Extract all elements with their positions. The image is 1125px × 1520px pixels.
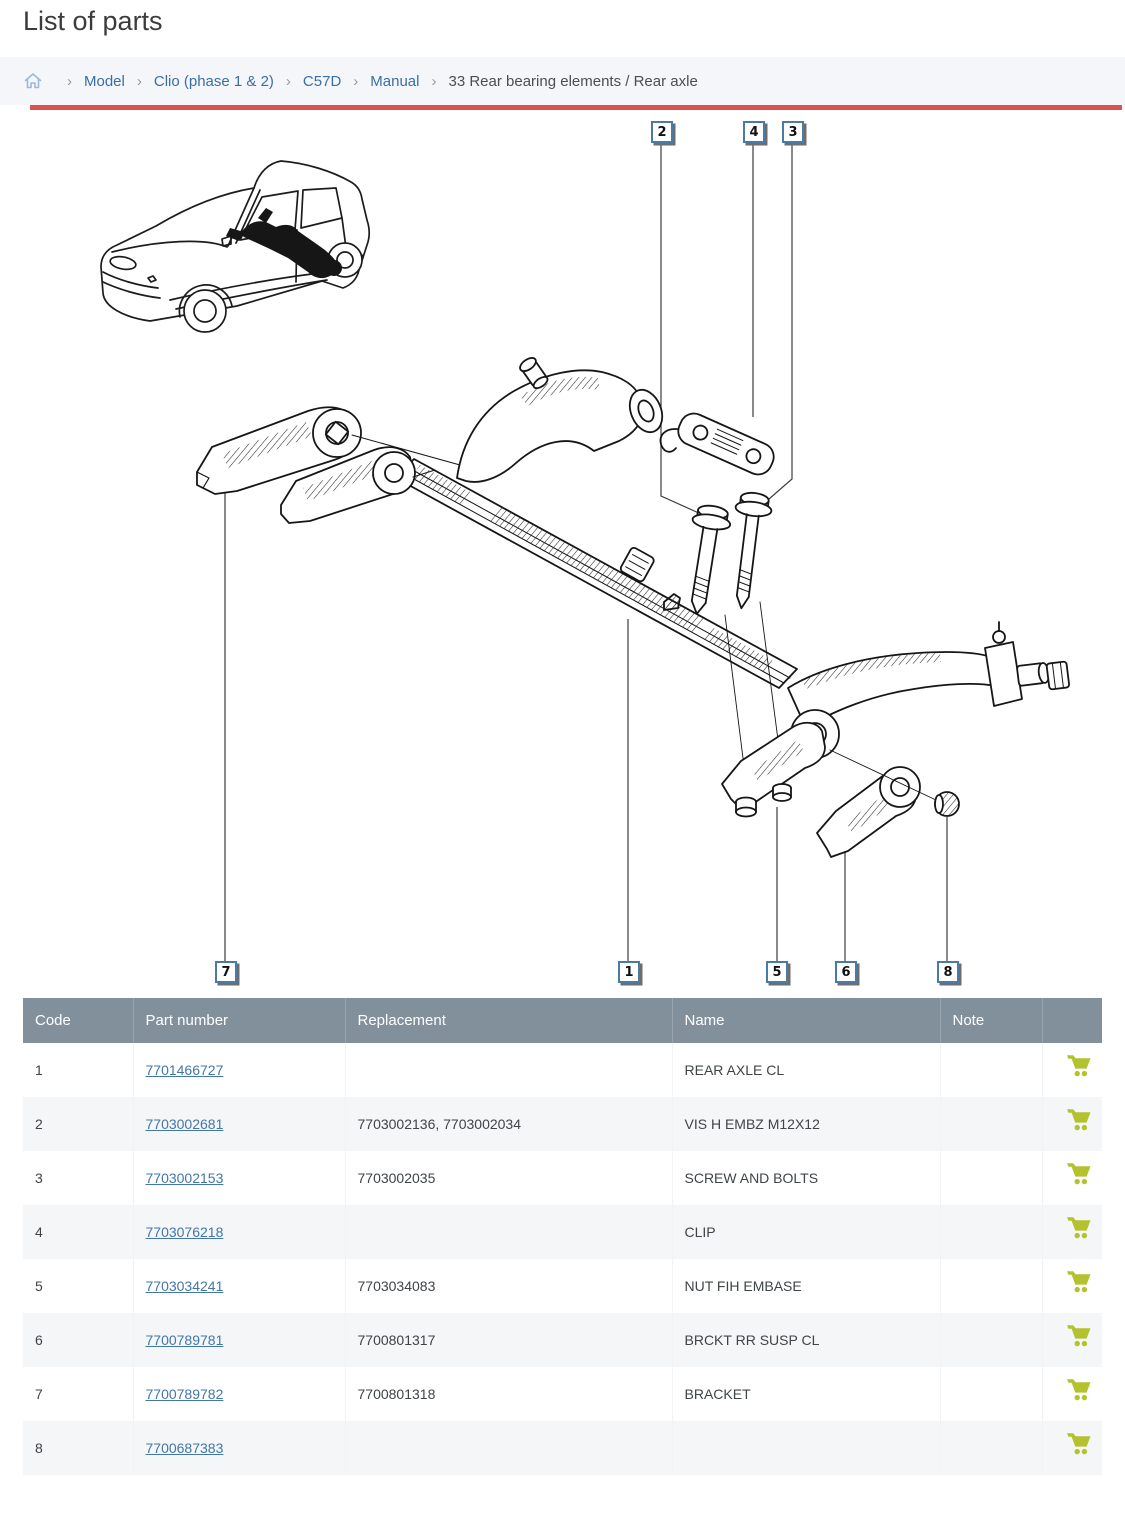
add-to-cart-button[interactable] bbox=[1063, 1051, 1094, 1080]
cell-code: 2 bbox=[23, 1097, 133, 1151]
breadcrumb-separator: › bbox=[285, 72, 291, 90]
cell-replacement: 7703002035 bbox=[345, 1151, 672, 1205]
part-number-link[interactable]: 7703076218 bbox=[145, 1224, 224, 1240]
cart-cell bbox=[1042, 1097, 1102, 1151]
cell-note bbox=[940, 1097, 1042, 1151]
cell-name: VIS H EMBZ M12X12 bbox=[672, 1097, 940, 1151]
callout-8[interactable]: 8 bbox=[937, 961, 959, 983]
cart-cell bbox=[1042, 1367, 1102, 1421]
cell-part-number bbox=[133, 1205, 345, 1259]
breadcrumb-link-c57d[interactable]: C57D bbox=[302, 72, 342, 90]
add-to-cart-button[interactable] bbox=[1063, 1429, 1094, 1458]
axle-diagram bbox=[0, 110, 1125, 998]
col-header-part-number: Part number bbox=[133, 998, 345, 1043]
cell-code: 4 bbox=[23, 1205, 133, 1259]
callout-7[interactable]: 7 bbox=[215, 961, 237, 983]
add-to-cart-button[interactable] bbox=[1063, 1105, 1094, 1134]
table-row bbox=[23, 1097, 1102, 1151]
callout-2[interactable]: 2 bbox=[651, 121, 673, 143]
add-to-cart-button[interactable] bbox=[1063, 1321, 1094, 1350]
part-number-link[interactable]: 7700789782 bbox=[145, 1386, 224, 1402]
col-header-code: Code bbox=[23, 998, 133, 1043]
cell-part-number bbox=[133, 1259, 345, 1313]
cell-code: 7 bbox=[23, 1367, 133, 1421]
part-number-link[interactable]: 7700789781 bbox=[145, 1332, 224, 1348]
breadcrumb-link-manual[interactable]: Manual bbox=[370, 72, 420, 90]
cart-cell bbox=[1042, 1205, 1102, 1259]
breadcrumb-separator: › bbox=[353, 72, 359, 90]
axle-assembly-drawing bbox=[197, 355, 1069, 857]
cell-name bbox=[672, 1421, 940, 1475]
cart-icon bbox=[1065, 1107, 1092, 1132]
table-row bbox=[23, 1151, 1102, 1205]
table-row bbox=[23, 1313, 1102, 1367]
cart-icon bbox=[1065, 1053, 1092, 1078]
cell-part-number bbox=[133, 1367, 345, 1421]
callout-3[interactable]: 3 bbox=[782, 121, 804, 143]
breadcrumb-link-clio[interactable]: Clio (phase 1 & 2) bbox=[153, 72, 274, 90]
add-to-cart-button[interactable] bbox=[1063, 1159, 1094, 1188]
cell-replacement bbox=[345, 1043, 672, 1097]
col-header-cart bbox=[1042, 998, 1102, 1043]
cart-cell bbox=[1042, 1259, 1102, 1313]
breadcrumb-link-model[interactable]: Model bbox=[84, 72, 125, 90]
cart-icon bbox=[1065, 1215, 1092, 1240]
part-number-link[interactable]: 7701466727 bbox=[145, 1062, 224, 1078]
callout-5[interactable]: 5 bbox=[766, 961, 788, 983]
table-row bbox=[23, 1043, 1102, 1097]
part-number-link[interactable]: 7703002681 bbox=[145, 1116, 224, 1132]
part-number-link[interactable]: 7700687383 bbox=[145, 1440, 224, 1456]
cell-part-number bbox=[133, 1043, 345, 1097]
add-to-cart-button[interactable] bbox=[1063, 1267, 1094, 1296]
table-row bbox=[23, 1259, 1102, 1313]
cell-note bbox=[940, 1043, 1042, 1097]
car-location-illustration bbox=[101, 161, 369, 332]
cell-note bbox=[940, 1421, 1042, 1475]
cart-cell bbox=[1042, 1151, 1102, 1205]
cell-code: 8 bbox=[23, 1421, 133, 1475]
parts-table-body bbox=[23, 1043, 1102, 1475]
col-header-name: Name bbox=[672, 998, 940, 1043]
cell-note bbox=[940, 1205, 1042, 1259]
table-row bbox=[23, 1367, 1102, 1421]
col-header-note: Note bbox=[940, 998, 1042, 1043]
cell-part-number bbox=[133, 1313, 345, 1367]
cell-note bbox=[940, 1367, 1042, 1421]
cell-note bbox=[940, 1313, 1042, 1367]
add-to-cart-button[interactable] bbox=[1063, 1213, 1094, 1242]
callout-6[interactable]: 6 bbox=[835, 961, 857, 983]
cell-part-number bbox=[133, 1421, 345, 1475]
part-number-link[interactable]: 7703002153 bbox=[145, 1170, 224, 1186]
cell-code: 6 bbox=[23, 1313, 133, 1367]
add-to-cart-button[interactable] bbox=[1063, 1375, 1094, 1404]
cell-note bbox=[940, 1259, 1042, 1313]
cart-cell bbox=[1042, 1043, 1102, 1097]
axle-diagram-art bbox=[0, 110, 1125, 998]
cell-replacement bbox=[345, 1205, 672, 1259]
home-icon[interactable] bbox=[23, 71, 43, 91]
cart-cell bbox=[1042, 1313, 1102, 1367]
cart-cell bbox=[1042, 1421, 1102, 1475]
cart-icon bbox=[1065, 1161, 1092, 1186]
col-header-replacement: Replacement bbox=[345, 998, 672, 1043]
breadcrumb bbox=[0, 57, 1125, 105]
cart-icon bbox=[1065, 1377, 1092, 1402]
cart-icon bbox=[1065, 1323, 1092, 1348]
table-row bbox=[23, 1205, 1102, 1259]
breadcrumb-separator: › bbox=[136, 72, 142, 90]
callout-1[interactable]: 1 bbox=[618, 961, 640, 983]
cell-replacement: 7700801317 bbox=[345, 1313, 672, 1367]
cart-icon bbox=[1065, 1269, 1092, 1294]
parts-table bbox=[23, 998, 1102, 1475]
breadcrumb-separator: › bbox=[431, 72, 437, 90]
cell-name: NUT FIH EMBASE bbox=[672, 1259, 940, 1313]
cell-name: REAR AXLE CL bbox=[672, 1043, 940, 1097]
breadcrumb-current: 33 Rear bearing elements / Rear axle bbox=[448, 72, 698, 90]
part-number-link[interactable]: 7703034241 bbox=[145, 1278, 224, 1294]
page-title: List of parts bbox=[23, 6, 163, 36]
cell-name: CLIP bbox=[672, 1205, 940, 1259]
cell-replacement: 7703034083 bbox=[345, 1259, 672, 1313]
cell-part-number bbox=[133, 1097, 345, 1151]
table-header-row bbox=[23, 998, 1102, 1043]
cell-replacement: 7703002136, 7703002034 bbox=[345, 1097, 672, 1151]
cell-name: BRACKET bbox=[672, 1367, 940, 1421]
cell-replacement bbox=[345, 1421, 672, 1475]
cell-note bbox=[940, 1151, 1042, 1205]
cell-part-number bbox=[133, 1151, 345, 1205]
cell-replacement: 7700801318 bbox=[345, 1367, 672, 1421]
breadcrumb-separator: › bbox=[67, 72, 72, 90]
cell-name: BRCKT RR SUSP CL bbox=[672, 1313, 940, 1367]
cell-code: 1 bbox=[23, 1043, 133, 1097]
callout-4[interactable]: 4 bbox=[743, 121, 765, 143]
cell-name: SCREW AND BOLTS bbox=[672, 1151, 940, 1205]
cart-icon bbox=[1065, 1431, 1092, 1456]
cell-code: 3 bbox=[23, 1151, 133, 1205]
cell-code: 5 bbox=[23, 1259, 133, 1313]
table-row bbox=[23, 1421, 1102, 1475]
